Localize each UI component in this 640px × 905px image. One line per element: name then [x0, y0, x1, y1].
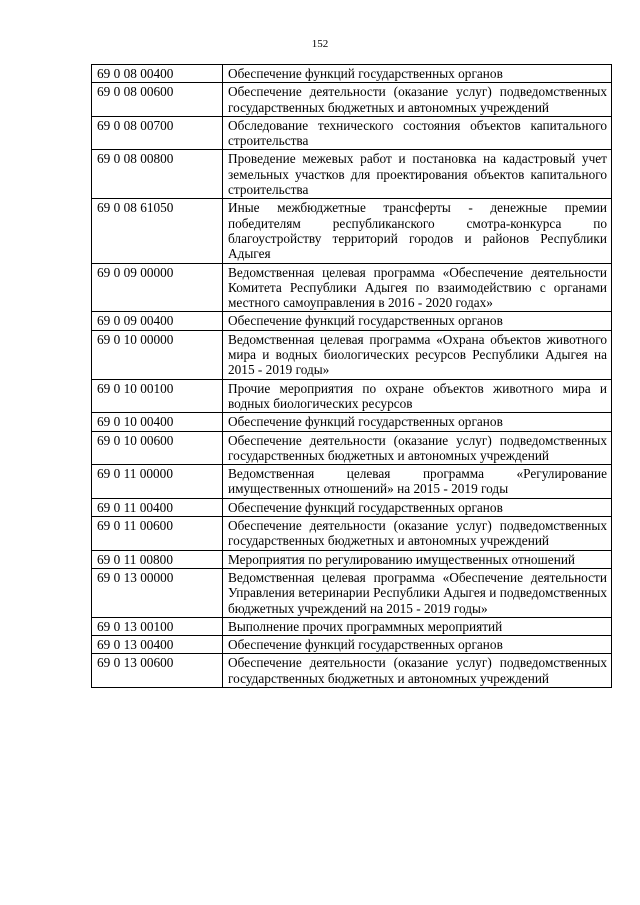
row-code-cell: 69 0 11 00000 — [92, 465, 223, 499]
table-row — [92, 568, 612, 617]
row-code-cell: 69 0 13 00000 — [92, 568, 223, 617]
row-description-cell: Обеспечение функций государственных органов — [223, 312, 612, 330]
row-description-cell: Обеспечение деятельности (оказание услуг) подведомственных государственных бюджетных и автономных учреждений — [223, 83, 612, 117]
table-row — [92, 636, 612, 654]
table-row — [92, 431, 612, 465]
row-description-cell: Выполнение прочих программных мероприятий — [223, 617, 612, 635]
row-code-cell: 69 0 11 00400 — [92, 498, 223, 516]
table-row — [92, 65, 612, 83]
table-row — [92, 330, 612, 379]
row-code-cell: 69 0 10 00400 — [92, 413, 223, 431]
row-code-cell: 69 0 10 00600 — [92, 431, 223, 465]
table-row — [92, 379, 612, 413]
table-row — [92, 550, 612, 568]
row-description-cell: Обеспечение деятельности (оказание услуг) подведомственных государственных бюджетных и автономных учреждений — [223, 517, 612, 551]
row-description-cell: Мероприятия по регулированию имущественных отношений — [223, 550, 612, 568]
table-row — [92, 465, 612, 499]
row-description-cell: Обеспечение функций государственных органов — [223, 65, 612, 83]
row-description-cell: Обеспечение деятельности (оказание услуг) подведомственных государственных бюджетных и автономных учреждений — [223, 654, 612, 688]
row-code-cell: 69 0 08 00700 — [92, 116, 223, 150]
table-row — [92, 116, 612, 150]
table-row — [92, 517, 612, 551]
budget-code-table — [91, 64, 612, 688]
table-row — [92, 654, 612, 688]
table-row — [92, 413, 612, 431]
table-row — [92, 617, 612, 635]
row-description-cell: Ведомственная целевая программа «Регулирование имущественных отношений» на 2015 - 2019 годы — [223, 465, 612, 499]
row-description-cell: Обеспечение деятельности (оказание услуг) подведомственных государственных бюджетных и автономных учреждений — [223, 431, 612, 465]
row-code-cell: 69 0 13 00600 — [92, 654, 223, 688]
table-row — [92, 83, 612, 117]
row-code-cell: 69 0 08 00400 — [92, 65, 223, 83]
row-code-cell: 69 0 13 00100 — [92, 617, 223, 635]
row-description-cell: Проведение межевых работ и постановка на кадастровый учет земельных участков для проектирования объектов капитального строительства — [223, 150, 612, 199]
row-description-cell: Ведомственная целевая программа «Обеспечение деятельности Комитета Республики Адыгея по взаимодействию с органами местного самоуправления в 2016 - 2020 годах» — [223, 263, 612, 312]
row-description-cell: Ведомственная целевая программа «Охрана объектов животного мира и водных биологических ресурсов Республики Адыгея на 2015 - 2019 годы» — [223, 330, 612, 379]
row-code-cell: 69 0 08 00600 — [92, 83, 223, 117]
row-code-cell: 69 0 09 00400 — [92, 312, 223, 330]
row-description-cell: Обеспечение функций государственных органов — [223, 636, 612, 654]
row-description-cell: Обеспечение функций государственных органов — [223, 498, 612, 516]
row-description-cell: Обследование технического состояния объектов капитального строительства — [223, 116, 612, 150]
row-code-cell: 69 0 10 00000 — [92, 330, 223, 379]
row-code-cell: 69 0 09 00000 — [92, 263, 223, 312]
row-description-cell: Прочие мероприятия по охране объектов животного мира и водных биологических ресурсов — [223, 379, 612, 413]
row-code-cell: 69 0 11 00600 — [92, 517, 223, 551]
page-number: 152 — [311, 38, 329, 50]
row-description-cell: Ведомственная целевая программа «Обеспечение деятельности Управления ветеринарии Республики Адыгея и подведомственных бюджетных учреждений на 2015 - 2019 годы» — [223, 568, 612, 617]
row-code-cell: 69 0 08 61050 — [92, 199, 223, 263]
table-body — [92, 65, 612, 688]
table-row — [92, 199, 612, 263]
table-row — [92, 312, 612, 330]
row-code-cell: 69 0 10 00100 — [92, 379, 223, 413]
row-code-cell: 69 0 08 00800 — [92, 150, 223, 199]
row-code-cell: 69 0 13 00400 — [92, 636, 223, 654]
row-code-cell: 69 0 11 00800 — [92, 550, 223, 568]
row-description-cell: Обеспечение функций государственных органов — [223, 413, 612, 431]
table-row — [92, 150, 612, 199]
row-description-cell: Иные межбюджетные трансферты - денежные премии победителям республиканского смотра-конкурса по благоустройству территорий городов и районов Республики Адыгея — [223, 199, 612, 263]
table-row — [92, 498, 612, 516]
table-row — [92, 263, 612, 312]
